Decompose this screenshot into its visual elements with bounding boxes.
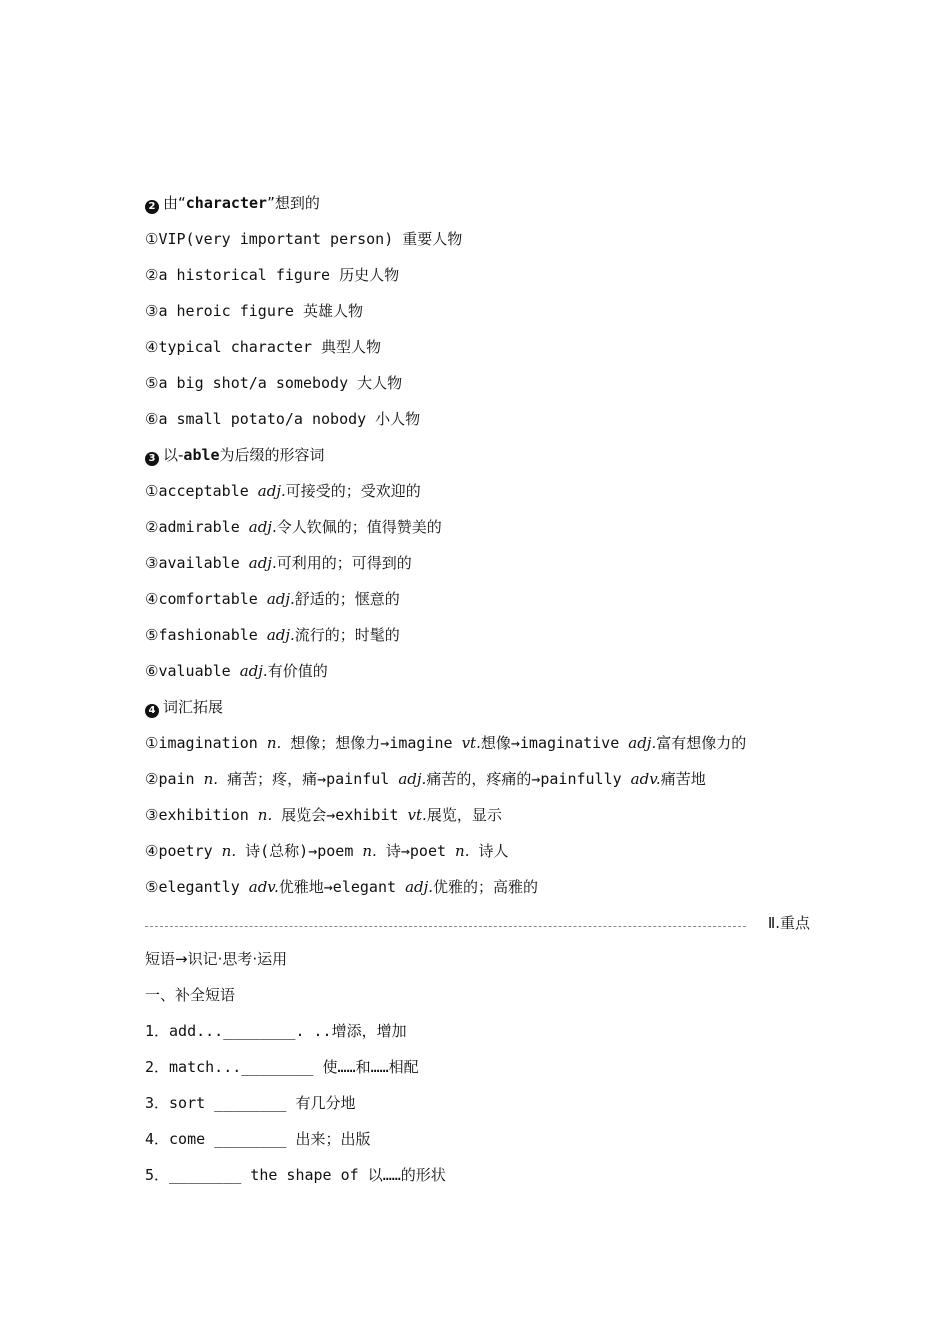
entry-word: ④comfortable bbox=[145, 590, 267, 608]
entry-word: ②admirable bbox=[145, 518, 249, 536]
list-item bbox=[145, 802, 810, 838]
part-of-speech: adv. bbox=[248, 878, 279, 896]
part-of-speech: vt. bbox=[461, 734, 481, 752]
entry-text: 痛苦地 bbox=[660, 770, 706, 788]
part-of-speech: adj. bbox=[405, 878, 434, 896]
entry-text: 展览会→exhibit bbox=[272, 806, 408, 824]
entry-text: 展览，显示 bbox=[426, 806, 502, 824]
fill-in-phrase-list bbox=[145, 1018, 810, 1198]
list-item: ④typical character 典型人物 bbox=[145, 338, 382, 356]
list-item bbox=[145, 586, 810, 622]
list-item bbox=[145, 514, 810, 550]
part-of-speech: n. bbox=[455, 842, 470, 860]
entry-meaning: 舒适的；惬意的 bbox=[294, 590, 400, 608]
entry-text: 优雅地→elegant bbox=[278, 878, 406, 896]
part-of-speech: n. bbox=[362, 842, 377, 860]
entry-meaning: 流行的；时髦的 bbox=[294, 626, 400, 644]
number-badge: 3 bbox=[145, 452, 159, 466]
section-heading-vocabulary bbox=[145, 694, 810, 730]
entry-word: ①acceptable bbox=[145, 482, 258, 500]
list-item bbox=[145, 658, 810, 694]
list-item: ②a historical figure 历史人物 bbox=[145, 266, 400, 284]
list-item: ①VIP(very important person) 重要人物 bbox=[145, 230, 463, 248]
entry-word: ⑥valuable bbox=[145, 662, 240, 680]
entry-text: 诗(总称)→poem bbox=[236, 842, 363, 860]
phrase-item: 5．________ the shape of 以……的形状 bbox=[145, 1166, 446, 1184]
entry-meaning: 有价值的 bbox=[267, 662, 328, 680]
phrase-item: 2．match...________ 使……和……相配 bbox=[145, 1058, 419, 1076]
part-of-speech: adj. bbox=[398, 770, 427, 788]
entry-text: 诗→poet bbox=[376, 842, 456, 860]
number-badge: 4 bbox=[145, 704, 159, 718]
entry-text: ①imagination bbox=[145, 734, 267, 752]
entry-meaning: 令人钦佩的；值得赞美的 bbox=[276, 518, 442, 536]
heading-keyword: character bbox=[185, 194, 268, 212]
part-of-speech: adj. bbox=[248, 554, 277, 572]
entry-text: ④poetry bbox=[145, 842, 222, 860]
document-page bbox=[145, 190, 810, 1198]
heading-suffix: 为后缀的形容词 bbox=[219, 446, 325, 464]
part-of-speech: adj. bbox=[266, 590, 295, 608]
list-item bbox=[145, 622, 810, 658]
entry-text: 想像；想像力→imagine bbox=[281, 734, 462, 752]
heading-keyword: able bbox=[183, 446, 220, 464]
part-of-speech: n. bbox=[266, 734, 282, 752]
number-badge: 2 bbox=[145, 200, 159, 214]
section-divider bbox=[145, 910, 810, 946]
vocabulary-expansion-list bbox=[145, 730, 810, 910]
entry-word: ⑤fashionable bbox=[145, 626, 267, 644]
part-of-speech: n. bbox=[221, 842, 237, 860]
list-item bbox=[145, 874, 810, 910]
entry-text: 诗人 bbox=[469, 842, 509, 860]
able-adjective-list bbox=[145, 478, 810, 694]
divider-rule bbox=[145, 926, 746, 927]
section-heading-character bbox=[145, 190, 810, 226]
phrase-item: 4．come ________ 出来；出版 bbox=[145, 1130, 371, 1148]
list-item bbox=[145, 766, 810, 802]
list-item bbox=[145, 478, 810, 514]
part-of-speech: adj. bbox=[266, 626, 295, 644]
list-item bbox=[145, 730, 810, 766]
heading-prefix: 以- bbox=[163, 446, 184, 464]
part-of-speech: vt. bbox=[407, 806, 427, 824]
phrase-item: 1．add...________. ..增添，增加 bbox=[145, 1022, 407, 1040]
entry-text: 痛苦的，疼痛的→painfully bbox=[426, 770, 631, 788]
entry-text: 痛苦；疼，痛→painful bbox=[218, 770, 399, 788]
phrases-heading: 短语→识记·思考·运用 bbox=[145, 950, 288, 968]
heading-suffix: ”想到的 bbox=[267, 194, 320, 212]
phrase-item: 3．sort ________ 有几分地 bbox=[145, 1094, 356, 1112]
entry-text: 富有想像力的 bbox=[656, 734, 747, 752]
part-of-speech: adj. bbox=[239, 662, 268, 680]
part-of-speech: n. bbox=[257, 806, 273, 824]
section-heading-able bbox=[145, 442, 810, 478]
entry-word: ③available bbox=[145, 554, 249, 572]
phrases-subheading: 一、补全短语 bbox=[145, 986, 236, 1004]
part-of-speech: adj. bbox=[257, 482, 286, 500]
entry-text: 优雅的；高雅的 bbox=[433, 878, 539, 896]
heading-prefix: 由“ bbox=[163, 194, 186, 212]
list-item bbox=[145, 550, 810, 586]
list-item: ⑤a big shot/a somebody 大人物 bbox=[145, 374, 403, 392]
part-of-speech: adv. bbox=[630, 770, 661, 788]
entry-meaning: 可接受的；受欢迎的 bbox=[285, 482, 421, 500]
part-of-speech: adj. bbox=[248, 518, 277, 536]
entry-text: 想像→imaginative bbox=[480, 734, 629, 752]
character-phrase-list bbox=[145, 226, 810, 442]
entry-meaning: 可利用的；可得到的 bbox=[276, 554, 412, 572]
entry-text: ②pain bbox=[145, 770, 204, 788]
part-of-speech: n. bbox=[203, 770, 219, 788]
heading-title: 词汇拓展 bbox=[163, 698, 224, 716]
list-item bbox=[145, 838, 810, 874]
entry-text: ⑤elegantly bbox=[145, 878, 249, 896]
list-item: ⑥a small potato/a nobody 小人物 bbox=[145, 410, 421, 428]
list-item: ③a heroic figure 英雄人物 bbox=[145, 302, 363, 320]
entry-text: ③exhibition bbox=[145, 806, 258, 824]
divider-label: Ⅱ.重点 bbox=[767, 914, 810, 932]
part-of-speech: adj. bbox=[628, 734, 657, 752]
